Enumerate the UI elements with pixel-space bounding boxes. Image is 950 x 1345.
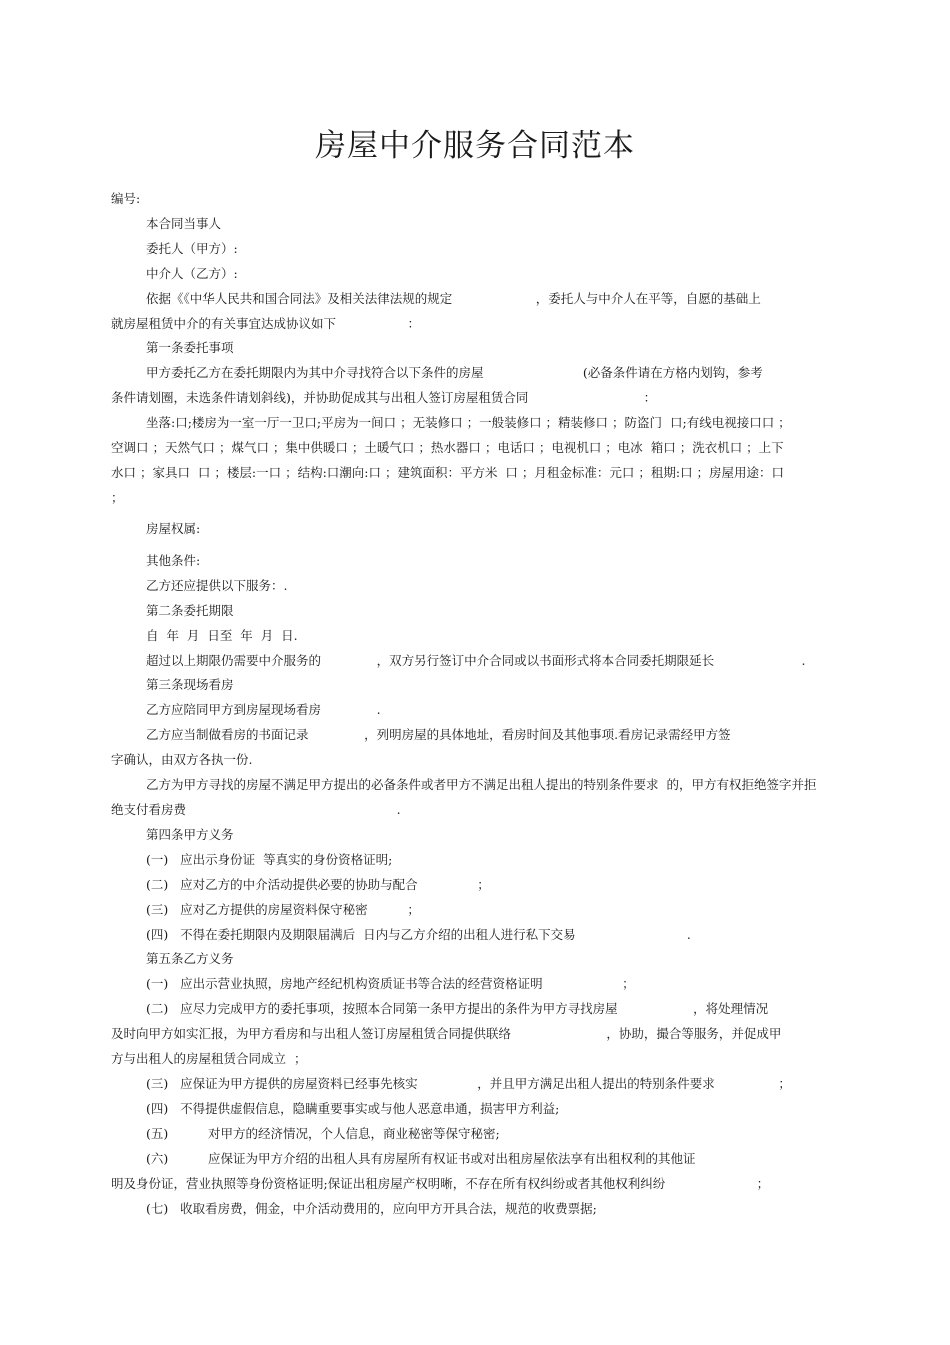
text-line: 水口 ；家具口 口 ；楼层:一口 ；结构:口潮向:口 ；建筑面积：平方米 口 ；月租金标准：元口 ；租期:口 ；房屋用途：口 bbox=[111, 465, 785, 480]
text-line: ； bbox=[111, 490, 124, 505]
document-title: 房屋中介服务合同范本 bbox=[315, 128, 635, 164]
text-line: 条件请划圈，未选条件请划斜线)，并协助促成其与出租人签订房屋租赁合同 ： bbox=[111, 390, 657, 405]
text-line: 委托人（甲方）: bbox=[146, 241, 238, 256]
text-line: (四) 不得提供虚假信息，隐瞒重要事实或与他人恶意串通，损害甲方利益; bbox=[146, 1101, 560, 1116]
text-line: (一) 应出示身份证 等真实的身份资格证明; bbox=[146, 852, 393, 867]
text-line: 就房屋租赁中介的有关事宜达成协议如下 ： bbox=[111, 316, 421, 331]
text-line: (五) 对甲方的经济情况，个人信息，商业秘密等保守秘密; bbox=[146, 1126, 500, 1141]
text-line: 自 年 月 日至 年 月 日. bbox=[146, 628, 298, 643]
text-line: 字确认，由双方各执一份. bbox=[111, 752, 253, 767]
text-line: 坐落:口;楼房为一室一厅一卫口;平房为一间口 ；无装修口 ；一般装修口 ；精装修口 ；防盗门 口;有线电视接口口 ； bbox=[146, 415, 791, 430]
text-line: (一) 应出示营业执照，房地产经纪机构资质证书等合法的经营资格证明 ； bbox=[146, 976, 635, 991]
text-line: (三) 应保证为甲方提供的房屋资料已经事先核实 ，并且甲方满足出租人提出的特别条件要求 ； bbox=[146, 1076, 791, 1091]
text-line: 甲方委托乙方在委托期限内为其中介寻找符合以下条件的房屋 (必备条件请在方格内划钩，参考 bbox=[146, 365, 763, 380]
text-line: 方与出租人的房屋租赁合同成立 ； bbox=[111, 1051, 307, 1066]
text-line: 乙方应当制做看房的书面记录 ，列明房屋的具体地址，看房时间及其他事项.看房记录需经甲方签 bbox=[146, 727, 731, 742]
text-line: 第五条乙方义务 bbox=[146, 951, 234, 966]
text-line: (七) 收取看房费，佣金，中介活动费用的，应向甲方开具合法，规范的收费票据; bbox=[146, 1201, 597, 1216]
text-line: 第一条委托事项 bbox=[146, 340, 234, 355]
text-line: 及时向甲方如实汇报，为甲方看房和与出租人签订房屋租赁合同提供联络 ，协助，撮合等服务，并促成甲 bbox=[111, 1026, 782, 1041]
text-line: (六) 应保证为甲方介绍的出租人具有房屋所有权证书或对出租房屋依法享有出租权利的其他证 bbox=[146, 1151, 696, 1166]
text-line: (二) 应对乙方的中介活动提供必要的协助与配合 ； bbox=[146, 877, 490, 892]
text-line: 明及身份证，营业执照等身份资格证明;保证出租房屋产权明晰，不存在所有权纠纷或者其他权利纠纷 ； bbox=[111, 1176, 770, 1191]
text-line: 第三条现场看房 bbox=[146, 677, 234, 692]
text-line: 其他条件: bbox=[146, 553, 201, 568]
text-line: 房屋权属: bbox=[146, 521, 201, 536]
text-line: 编号: bbox=[111, 191, 141, 206]
text-line: 依据《《中华人民共和国合同法》及相关法律法规的规定 ，委托人与中介人在平等，自愿的基础上 bbox=[146, 291, 761, 306]
text-line: (二) 应尽力完成甲方的委托事项，按照本合同第一条甲方提出的条件为甲方寻找房屋 ，将处理情况 bbox=[146, 1001, 769, 1016]
text-line: 绝支付看房费 . bbox=[111, 802, 401, 817]
text-line: 超过以上期限仍需要中介服务的 ，双方另行签订中介合同或以书面形式将本合同委托期限延长 . bbox=[146, 653, 806, 668]
text-line: 乙方为甲方寻找的房屋不满足甲方提出的必备条件或者甲方不满足出租人提出的特别条件要求 的，甲方有权拒绝签字并拒 bbox=[146, 777, 817, 792]
text-line: 乙方应陪同甲方到房屋现场看房 . bbox=[146, 702, 381, 717]
text-line: (三) 应对乙方提供的房屋资料保守秘密 ； bbox=[146, 902, 420, 917]
text-line: 空调口 ；天然气口 ；煤气口 ；集中供暖口 ；土暖气口 ；热水器口 ；电话口 ；电视机口 ；电冰 箱口 ；洗衣机口 ；上下 bbox=[111, 440, 784, 455]
text-line: 本合同当事人 bbox=[146, 216, 222, 231]
text-line: (四) 不得在委托期限内及期限届满后 日内与乙方介绍的出租人进行私下交易 . bbox=[146, 927, 691, 942]
text-line: 第四条甲方义务 bbox=[146, 827, 234, 842]
text-line: 第二条委托期限 bbox=[146, 603, 234, 618]
text-line: 乙方还应提供以下服务：. bbox=[146, 578, 288, 593]
text-line: 中介人（乙方）: bbox=[146, 266, 238, 281]
